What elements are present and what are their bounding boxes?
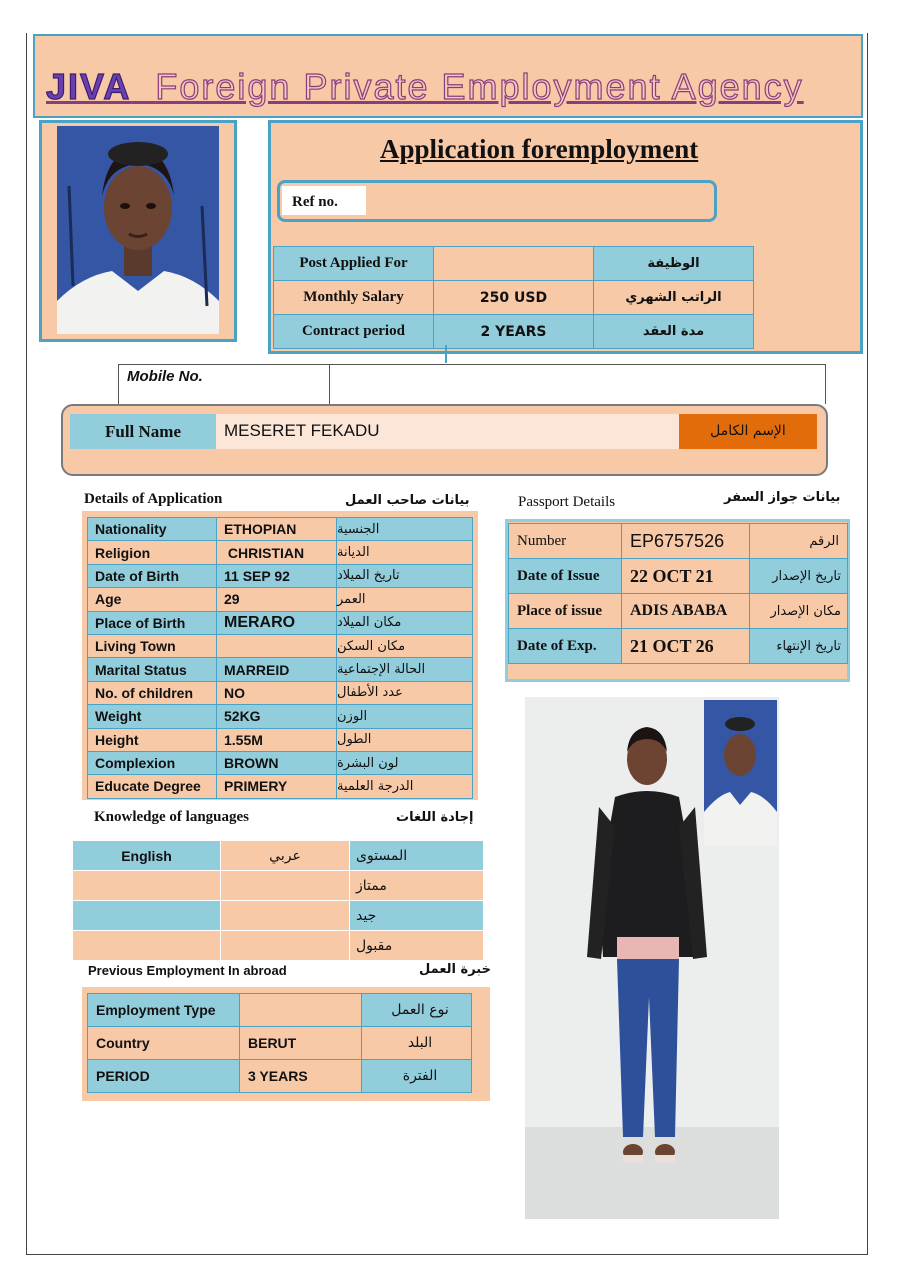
emp-value: 3 YEARS: [240, 1060, 362, 1093]
languages-row: [73, 901, 484, 931]
applicant-photo: [57, 126, 219, 334]
lang-level-cell: جيد: [350, 901, 484, 931]
detail-value: PRIMERY: [217, 775, 337, 798]
pass-value: EP6757526: [622, 524, 750, 559]
emp-ar: الفترة: [362, 1060, 472, 1093]
agency-title: [46, 66, 804, 108]
pass-label: Place of issue: [509, 594, 622, 629]
details-table: [87, 517, 473, 799]
detail-ar: الوزن: [337, 705, 473, 728]
detail-row: [88, 518, 473, 541]
pass-ar: مكان الإصدار: [750, 594, 848, 629]
employment-row: [88, 1060, 472, 1093]
detail-label: Educate Degree: [88, 775, 217, 798]
languages-title-ar: إجادة اللغات: [396, 810, 474, 825]
detail-ar: الطول: [337, 728, 473, 751]
detail-label: Weight: [88, 705, 217, 728]
detail-row: [88, 728, 473, 751]
passport-title-ar: بيانات جواز السفر: [724, 490, 841, 505]
pass-label: Date of Issue: [509, 559, 622, 594]
employment-title-ar: خبرة العمل: [419, 962, 491, 977]
detail-row: [88, 658, 473, 681]
details-title: Details of Application: [84, 491, 223, 507]
application-title: Application foremployment: [380, 134, 699, 164]
lang-english-cell: [73, 901, 221, 931]
mobile-label: Mobile No.: [127, 368, 203, 385]
detail-label: Date of Birth: [88, 564, 217, 587]
passport-row: [509, 594, 848, 629]
detail-label: Religion: [88, 541, 217, 564]
detail-ar: تاريخ الميلاد: [337, 564, 473, 587]
detail-ar: لون البشرة: [337, 751, 473, 774]
employment-title: Previous Employment In abroad: [88, 963, 287, 978]
salary-ar: الراتب الشهري: [594, 281, 754, 315]
languages-header-row: [73, 841, 484, 871]
contract-row: [274, 315, 754, 349]
salary-label: Monthly Salary: [274, 281, 434, 315]
detail-value: MERARO: [217, 611, 337, 634]
languages-title: Knowledge of languages: [94, 809, 250, 825]
detail-value: 52KG: [217, 705, 337, 728]
detail-row: [88, 634, 473, 657]
employment-table: [87, 993, 472, 1093]
detail-label: No. of children: [88, 681, 217, 704]
post-row: [274, 247, 754, 281]
emp-label: Employment Type: [88, 994, 240, 1027]
detail-label: Height: [88, 728, 217, 751]
pass-value: 21 OCT 26: [622, 629, 750, 664]
lang-level-cell: ممتاز: [350, 871, 484, 901]
pass-label: Date of Exp.: [509, 629, 622, 664]
detail-value: 1.55M: [217, 728, 337, 751]
languages-table: [73, 841, 484, 961]
mobile-divider: [329, 364, 330, 404]
agency-name: Foreign Private Employment Agency: [155, 66, 804, 107]
post-label: Post Applied For: [274, 247, 434, 281]
detail-label: Age: [88, 588, 217, 611]
passport-row: [509, 559, 848, 594]
post-table: [273, 246, 754, 349]
lang-col-english: English: [73, 841, 221, 871]
full-name-value: MESERET FEKADU: [216, 414, 679, 449]
emp-value: BERUT: [240, 1027, 362, 1060]
languages-row: [73, 931, 484, 961]
detail-label: Place of Birth: [88, 611, 217, 634]
pass-ar: تاريخ الإصدار: [750, 559, 848, 594]
full-name-label: Full Name: [70, 414, 216, 449]
detail-value: 11 SEP 92: [217, 564, 337, 587]
post-value: [434, 247, 594, 281]
details-title-ar: بيانات صاحب العمل: [345, 493, 470, 508]
lang-english-cell: [73, 931, 221, 961]
languages-row: [73, 871, 484, 901]
detail-value: CHRISTIAN: [217, 541, 337, 564]
pass-ar: تاريخ الإنتهاء: [750, 629, 848, 664]
lang-arabic-cell: [221, 901, 350, 931]
detail-row: [88, 541, 473, 564]
employment-row: [88, 1027, 472, 1060]
passport-row: [509, 629, 848, 664]
passport-table: [508, 523, 848, 664]
detail-row: [88, 681, 473, 704]
detail-ar: الديانة: [337, 541, 473, 564]
detail-value: ETHOPIAN: [217, 518, 337, 541]
detail-row: [88, 564, 473, 587]
detail-value: NO: [217, 681, 337, 704]
detail-ar: الدرجة العلمية: [337, 775, 473, 798]
contract-value: 2 YEARS: [434, 315, 594, 349]
detail-ar: مكان الميلاد: [337, 611, 473, 634]
detail-label: Living Town: [88, 634, 217, 657]
detail-ar: العمر: [337, 588, 473, 611]
detail-value: 29: [217, 588, 337, 611]
detail-ar: مكان السكن: [337, 634, 473, 657]
lang-arabic-cell: [221, 871, 350, 901]
emp-ar: البلد: [362, 1027, 472, 1060]
pass-ar: الرقم: [750, 524, 848, 559]
lang-level-cell: مقبول: [350, 931, 484, 961]
salary-value: 250 USD: [434, 281, 594, 315]
emp-label: Country: [88, 1027, 240, 1060]
contract-ar: مدة العقد: [594, 315, 754, 349]
portrait-image: [57, 126, 219, 334]
detail-value: [217, 634, 337, 657]
lang-col-arabic: عربي: [221, 841, 350, 871]
lang-arabic-cell: [221, 931, 350, 961]
lang-english-cell: [73, 871, 221, 901]
detail-label: Marital Status: [88, 658, 217, 681]
detail-row: [88, 611, 473, 634]
connector-line: [445, 345, 447, 363]
detail-ar: الحالة الإجتماعية: [337, 658, 473, 681]
pass-value: ADIS ABABA: [622, 594, 750, 629]
detail-label: Nationality: [88, 518, 217, 541]
lang-col-level: المستوى: [350, 841, 484, 871]
mini-portrait-image: [704, 700, 777, 845]
pass-label: Number: [509, 524, 622, 559]
detail-row: [88, 751, 473, 774]
emp-ar: نوع العمل: [362, 994, 472, 1027]
employment-row: [88, 994, 472, 1027]
post-ar: الوظيفة: [594, 247, 754, 281]
emp-label: PERIOD: [88, 1060, 240, 1093]
detail-value: MARREID: [217, 658, 337, 681]
passport-mini-photo: [704, 700, 777, 845]
agency-prefix: JIVA: [46, 66, 132, 107]
detail-ar: الجنسية: [337, 518, 473, 541]
detail-label: Complexion: [88, 751, 217, 774]
detail-value: BROWN: [217, 751, 337, 774]
detail-row: [88, 588, 473, 611]
passport-row: [509, 524, 848, 559]
contract-label: Contract period: [274, 315, 434, 349]
full-name-ar: الإسم الكامل: [679, 414, 817, 449]
emp-value: [240, 994, 362, 1027]
mobile-box: [118, 364, 826, 404]
salary-row: [274, 281, 754, 315]
detail-row: [88, 775, 473, 798]
pass-value: 22 OCT 21: [622, 559, 750, 594]
detail-row: [88, 705, 473, 728]
ref-label: Ref no.: [282, 186, 366, 215]
detail-ar: عدد الأطفال: [337, 681, 473, 704]
passport-title: Passport Details: [518, 494, 616, 510]
